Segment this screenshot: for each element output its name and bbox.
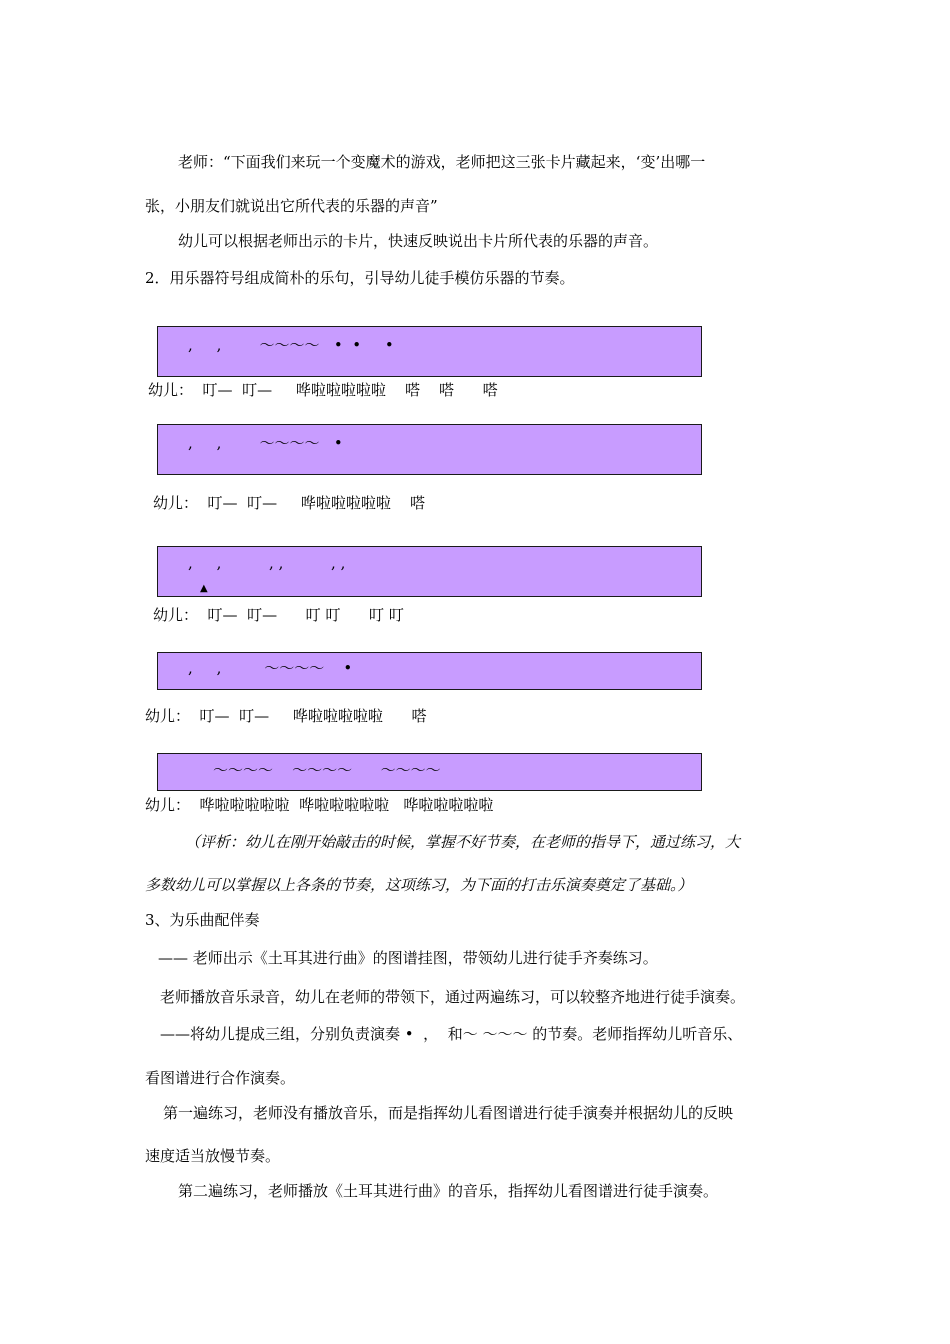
comment-line-1: （评析：幼儿在刚开始敲击的时候，掌握不好节奏，在老师的指导下，通过练习，大 bbox=[185, 833, 741, 851]
section-2-heading: 2．用乐器符号组成简朴的乐句，引导幼儿徒手模仿乐器的节奏。 bbox=[145, 269, 575, 287]
rhythm-card-1 bbox=[157, 326, 702, 377]
section-3-line-5: 第一遍练习，老师没有播放音乐，而是指挥幼儿看图谱进行徒手演奏并根据幼儿的反映 bbox=[163, 1104, 734, 1122]
rhythm-card-2 bbox=[157, 424, 702, 475]
section-3-line-3: ——将幼儿提成三组，分别负责演奏 • ， 和～ ～～～ 的节奏。老师指挥幼儿听音乐、 bbox=[160, 1025, 743, 1043]
rhythm-card-5 bbox=[157, 753, 702, 791]
rhythm-symbols-5: ～～～～ ～～～～ ～～～～ bbox=[213, 761, 441, 779]
child-response-4: 幼儿： 叮— 叮— 哗啦啦啦啦啦 嗒 bbox=[145, 707, 427, 725]
rhythm-symbols-3: , , , , , , bbox=[188, 554, 346, 572]
comment-line-2: 多数幼儿可以掌握以上各条的节奏，这项练习，为下面的打击乐演奏奠定了基础。） bbox=[145, 876, 693, 894]
section-3-line-6: 速度适当放慢节奏。 bbox=[145, 1147, 281, 1165]
section-3-line-7: 第二遍练习，老师播放《土耳其进行曲》的音乐，指挥幼儿看图谱进行徒手演奏。 bbox=[178, 1182, 719, 1200]
child-response-3: 幼儿： 叮— 叮— 叮 叮 叮 叮 bbox=[153, 606, 404, 624]
rhythm-card-3 bbox=[157, 546, 702, 597]
section-3-heading: 3、为乐曲配伴奏 bbox=[145, 911, 260, 929]
rhythm-card-4 bbox=[157, 652, 702, 690]
paragraph-teacher-line-2: 张，小朋友们就说出它所代表的乐器的声音” bbox=[145, 197, 438, 215]
paragraph-teacher-line-1: 老师：“下面我们来玩一个变魔术的游戏，老师把这三张卡片藏起来，‘变’出哪一 bbox=[178, 153, 706, 171]
small-accent-mark: ▲ bbox=[200, 583, 208, 594]
rhythm-symbols-4: , , ～～～～ • bbox=[188, 659, 353, 677]
child-response-5: 幼儿： 哗啦啦啦啦啦 哗啦啦啦啦啦 哗啦啦啦啦啦 bbox=[145, 796, 494, 814]
rhythm-symbols-1: , , ～～～～ • • • bbox=[188, 336, 394, 354]
child-response-2: 幼儿： 叮— 叮— 哗啦啦啦啦啦 嗒 bbox=[153, 494, 425, 512]
section-3-line-1: —— 老师出示《土耳其进行曲》的图谱挂图，带领幼儿进行徒手齐奏练习。 bbox=[158, 949, 658, 967]
paragraph-children-react: 幼儿可以根据老师出示的卡片，快速反映说出卡片所代表的乐器的声音。 bbox=[178, 232, 659, 250]
child-response-1: 幼儿： 叮— 叮— 哗啦啦啦啦啦 嗒 嗒 嗒 bbox=[148, 381, 498, 399]
rhythm-symbols-2: , , ～～～～ • bbox=[188, 434, 343, 452]
section-3-line-2: 老师播放音乐录音，幼儿在老师的带领下，通过两遍练习，可以较整齐地进行徒手演奏。 bbox=[160, 988, 746, 1006]
section-3-line-4: 看图谱进行合作演奏。 bbox=[145, 1069, 296, 1087]
